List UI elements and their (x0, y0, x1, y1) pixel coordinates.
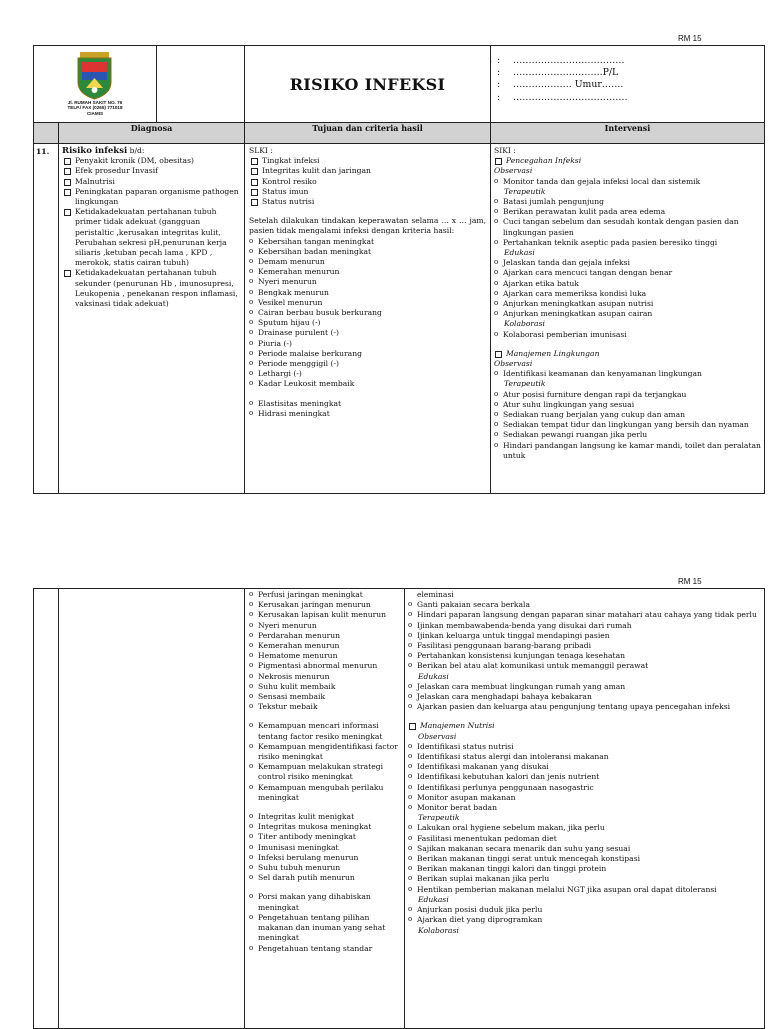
intervention-item: o Jelaskan tanda dan gejala infeksi (494, 258, 761, 268)
diagnosa-item: Malnutrisi (62, 177, 240, 187)
intervention-item: o Anjurkan meningkatkan asupan cairan (494, 309, 761, 319)
intervention-item: o Atur posisi furniture dengan rapi da terjangkau (494, 390, 761, 400)
form-title-cell (245, 46, 491, 123)
form-title: RISIKO INFEKSI (289, 74, 446, 94)
intervention-item: o Fasilitasi menentukan pedoman diet (408, 834, 761, 844)
diagnosa-item: Ketidakadekuatan pertahanan tubuh primer tidak adekuat (gangguan peristaltic ,kerusakan integritas kulit, Perubahan sekresi pH,penurunan kerja siliaris ,ketuban pecah lama , KPD , merokok, statis cairan tubuh) (62, 207, 240, 268)
kriteria-item: o Bengkak menurun (249, 288, 486, 298)
slki-item: Status imun (249, 187, 486, 197)
intervention-item-list (494, 177, 761, 187)
id-field-colon: : (497, 79, 501, 91)
kriteria-item: o Elastisitas meningkat (249, 399, 486, 409)
diagnosa-item: Peningkatan paparan organisme pathogen lingkungan (62, 187, 240, 207)
kriteria-item: o Integritas kulit menigkat (249, 812, 401, 822)
intervention-item: o Berikan makanan tinggi serat untuk mencegah konstipasi (408, 854, 761, 864)
kriteria-item: o Kemerahan menurun (249, 267, 486, 277)
kriteria-item: o Sputum hijau (-) (249, 318, 486, 328)
col-diagnosa-header: Diagnosa (59, 123, 245, 144)
id-field-colon: : (497, 55, 501, 66)
kriteria-item: o Cairan berbau busuk berkurang (249, 308, 486, 318)
intervention-item: o Identifikasi perlunya penggunaan nasogastric (408, 783, 761, 793)
intervention-item: o Monitor berat badan (408, 803, 761, 813)
intervention-item-list (494, 390, 761, 461)
id-field-colon: : (497, 91, 501, 103)
edukasi-label: Edukasi (418, 894, 449, 904)
kriteria-item: o Vesikel menurun (249, 298, 486, 308)
hospital-header (34, 46, 245, 123)
form-table-page-1 (33, 45, 765, 494)
kriteria-item: o Pigmentasi abnormal menurun (249, 661, 401, 671)
slki-item: Integritas kulit dan jaringan (249, 166, 486, 176)
kriteria-item: o Integritas mukosa meningkat (249, 822, 401, 832)
diagnosa-item-list (62, 156, 240, 309)
kriteria-item: o Suhu kulit membaik (249, 682, 401, 692)
diagnosa-item: Penyakit kronik (DM, obesitas) (62, 156, 240, 166)
siki-title: SIKI : (494, 146, 516, 155)
intervention-item-list (408, 682, 761, 713)
kriteria-item: o Kemampuan mengubah perilaku meningkat (249, 783, 401, 803)
intervention-item: o Anjurkan meningkatkan asupan nutrisi (494, 299, 761, 309)
diagnosa-title: Risiko infeksi (62, 146, 128, 156)
intervention-item: o Ajarkan cara mencuci tangan dengan benar (494, 268, 761, 278)
kriteria-item: o Perdarahan menurun (249, 631, 401, 641)
intervensi-cell (491, 144, 765, 494)
hospital-logo (72, 52, 117, 100)
intervention-item: o Monitor asupan makanan (408, 793, 761, 803)
intervention-item: o Ajarkan diet yang diprogramkan (408, 915, 761, 925)
intervention-item: o Identifikasi kebutuhan kalori dan jenis nutrient (408, 772, 761, 782)
hospital-telp: TELP./ FAX (0265) 771018 (67, 105, 123, 111)
form-table-page-2 (33, 588, 765, 1029)
intervention-item: o Ijinkan membawabenda-benda yang disukai dari rumah (408, 621, 761, 631)
slki-item: Kontrol resiko (249, 177, 486, 187)
kriteria-item: o Titer antibody meningkat (249, 832, 401, 842)
kriteria-item-list (249, 399, 486, 419)
kriteria-item-list (249, 812, 401, 883)
intervention-item: o Fasilitasi penggunaan barang-barang pribadi (408, 641, 761, 651)
pencegahan-infeksi-heading: Pencegahan Infeksi (494, 156, 761, 166)
id-field-value[interactable]: ………………. Umur……. (513, 79, 624, 91)
kriteria-item: o Pengetahuan tentang pilihan makanan dan inuman yang sehat meningkat (249, 913, 401, 944)
kriteria-item: o Kemampuan mencari informasi tentang factor resiko meningkat (249, 721, 401, 741)
intervention-item: o Identifikasi status nutrisi (408, 742, 761, 752)
intervention-item: o Monitor tanda dan gejala infeksi local dan sistemik (494, 177, 761, 187)
intervention-item: o Lakukan oral hygiene sebelum makan, jika perlu (408, 823, 761, 833)
intervention-item: o Berikan makanan tinggi kalori dan tinggi protein (408, 864, 761, 874)
kriteria-item: o Sensasi membaik (249, 692, 401, 702)
slki-item: Status nutrisi (249, 197, 486, 207)
intervention-item-list (494, 197, 761, 248)
manajemen-lingkungan-heading: Manajemen Lingkungan (494, 349, 761, 359)
kriteria-item: o Nyeri menurun (249, 621, 401, 631)
manajemen-nutrisi-heading: Manajemen Nutrisi (408, 721, 761, 731)
edukasi-label: Edukasi (418, 671, 449, 681)
tujuan-cell (245, 144, 491, 494)
col-tujuan-header: Tujuan dan criteria hasil (245, 123, 491, 144)
kriteria-item: o Kemampuan melakukan strategi control risiko meningkat (249, 762, 401, 782)
kriteria-item: o Kebersihan badan meningkat (249, 247, 486, 257)
diagnosa-item: Ketidakadekuatan pertahanan tubuh sekunder (penurunan Hb , imunosupresi, Leukopenia , penekanan respon inflamasi, vaksinasi tidak adekuat) (62, 268, 240, 309)
intervention-item-list (408, 600, 761, 671)
observasi-label: Observasi (494, 359, 533, 369)
intervention-item-list (408, 823, 761, 894)
diagnosis-number: 11. (34, 144, 59, 494)
tujuan-cell (245, 589, 405, 1029)
intervention-item: o Berikan bel atau alat komunikasi untuk memanggil perawat (408, 661, 761, 671)
kriteria-item: o Perfusi jaringan meningkat (249, 590, 401, 600)
intervention-item: o Sediakan pewangi ruangan jika perlu (494, 430, 761, 440)
intervention-item: o Jelaskan cara menghadapi bahaya kebakaran (408, 692, 761, 702)
intervention-item: o Identifikasi status alergi dan intoleransi makanan (408, 752, 761, 762)
intervention-item: o Berikan perawatan kulit pada area edema (494, 207, 761, 217)
intervention-item: o Hindari paparan langsung dengan paparan sinar matahari atau cahaya yang tidak perlu (408, 610, 761, 620)
rm-code: RM 15 (678, 577, 702, 586)
kriteria-item: o Piuria (-) (249, 339, 486, 349)
intervention-item: o Ijinkan keluarga untuk tinggal mendapingi pasien (408, 631, 761, 641)
setelah-text: Setelah dilakukan tindakan keperawatan selama … x … jam, pasien tidak mengalami infeksi dengan kriteria hasil: (249, 216, 486, 236)
col-number-header (34, 123, 59, 144)
id-field-colon: : (497, 67, 501, 79)
kriteria-item: o Nekrosis menurun (249, 672, 401, 682)
diagnosa-cell (59, 144, 245, 494)
intervention-item: o Hentikan pemberian makanan melalui NGT jika asupan oral dapat ditoleransi (408, 885, 761, 895)
patient-id-block (491, 46, 765, 123)
intervensi-cell (405, 589, 765, 1029)
kolaborasi-label: Kolaborasi (504, 319, 545, 329)
kriteria-item: o Drainase purulent (-) (249, 328, 486, 338)
kriteria-item: o Periode menggigil (-) (249, 359, 486, 369)
kriteria-item: o Nyeri menurun (249, 277, 486, 287)
intervention-item: o Hindari pandangan langsung ke kamar mandi, toilet dan peralatan untuk (494, 441, 761, 461)
kriteria-item: o Kerusakan jaringan menurun (249, 600, 401, 610)
intervention-item: o Identifikasi makanan yang disukai (408, 762, 761, 772)
intervention-item: o Berikan suplai makanan jika perlu (408, 874, 761, 884)
intervention-item: o Pertahankan konsistensi kunjungan tenaga kesehatan (408, 651, 761, 661)
observasi-label: Observasi (418, 731, 457, 741)
diagnosa-cell (59, 589, 245, 1029)
rm-code: RM 15 (678, 34, 702, 43)
kriteria-item: o Periode malaise berkurang (249, 349, 486, 359)
intervention-item: o Cuci tangan sebelum dan sesudah kontak dengan pasien dan lingkungan pasien (494, 217, 761, 237)
intervention-item: o Ganti pakaian secara berkala (408, 600, 761, 610)
intervention-continued: eleminasi (417, 590, 454, 599)
intervention-item: o Anjurkan posisi duduk jika perlu (408, 905, 761, 915)
kriteria-item: o Kemerahan menurun (249, 641, 401, 651)
intervention-item: o Sediakan tempat tidur dan lingkungan yang bersih dan nyaman (494, 420, 761, 430)
intervention-item: o Pertahankan teknik aseptic pada pasien beresiko tinggi (494, 238, 761, 248)
diagnosa-item: Efek prosedur Invasif (62, 166, 240, 176)
kriteria-item: o Tekstur mebaik (249, 702, 401, 712)
kriteria-item-list (249, 237, 486, 390)
intervention-item: o Ajarkan pasien dan keluarga atau pengunjung tentang upaya pencegahan infeksi (408, 702, 761, 712)
intervention-item-list (494, 330, 761, 340)
edukasi-label: Edukasi (504, 248, 535, 258)
intervention-item: o Sediakan ruang berjalan yang cukup dan aman (494, 410, 761, 420)
terapeutik-label: Terapeutik (504, 186, 546, 196)
intervention-item: o Atur suhu lingkungan yang sesuai (494, 400, 761, 410)
kriteria-item: o Kadar Leukosit membaik (249, 379, 486, 389)
slki-item: Tingkat infeksi (249, 156, 486, 166)
kriteria-item: o Lethargi (-) (249, 369, 486, 379)
id-field-value[interactable]: ……………………………… (513, 55, 625, 66)
intervention-item: o Ajarkan cara memeriksa kondisi luka (494, 289, 761, 299)
kriteria-item: o Kemampuan mengidentifikasi factor risiko meningkat (249, 742, 401, 762)
kriteria-item: o Kerusakan lapisan kulit menurun (249, 610, 401, 620)
kriteria-item: o Demam menurun (249, 257, 486, 267)
kriteria-item: o Sel darah putih menurun (249, 873, 401, 883)
id-field-value[interactable]: ………………………..P/L (513, 67, 619, 79)
kriteria-item-list (249, 892, 401, 953)
kolaborasi-label: Kolaborasi (418, 925, 459, 935)
intervention-item: o Jelaskan cara membuat lingkungan rumah yang aman (408, 682, 761, 692)
intervention-item: o Sajikan makanan secara menarik dan suhu yang sesuai (408, 844, 761, 854)
id-field-value[interactable]: ………………………………. (513, 91, 628, 103)
kriteria-item: o Hidrasi meningkat (249, 409, 486, 419)
intervention-item: o Batasi jumlah pengunjung (494, 197, 761, 207)
slki-title: SLKI : (249, 146, 273, 155)
kriteria-item: o Pengetahuan tentang standar (249, 944, 401, 954)
terapeutik-label: Terapeutik (504, 379, 546, 389)
kriteria-item: o Suhu tubuh menurun (249, 863, 401, 873)
diagnosa-suffix: b/d: (127, 146, 145, 155)
col-intervensi-header: Intervensi (491, 123, 765, 144)
intervention-item-list (408, 905, 761, 925)
observasi-label: Observasi (494, 166, 533, 176)
kriteria-item-list (249, 590, 401, 712)
kriteria-item-list (249, 721, 401, 803)
intervention-item-list (494, 258, 761, 319)
kriteria-item: o Kebersihan tangan meningkat (249, 237, 486, 247)
kriteria-item: o Porsi makan yang dihabiskan meningkat (249, 892, 401, 912)
slki-item-list (249, 156, 486, 207)
kriteria-item: o Infeksi berulang menurun (249, 853, 401, 863)
hospital-address: Jl. RUMAH SAKIT NO. 76 (67, 100, 123, 105)
terapeutik-label: Terapeutik (418, 813, 460, 823)
number-cell (34, 589, 59, 1029)
intervention-item: o Ajarkan etika batuk (494, 279, 761, 289)
kriteria-item: o Imunisasi meningkat (249, 843, 401, 853)
kriteria-item: o Hematome menurun (249, 651, 401, 661)
intervention-item: o Identifikasi keamanan dan kenyamanan lingkungan (494, 369, 761, 379)
hospital-city: CIAMIS (86, 110, 104, 116)
intervention-item: o Kolaborasi pemberian imunisasi (494, 330, 761, 340)
intervention-item-list (408, 742, 761, 813)
intervention-item-list (494, 369, 761, 379)
